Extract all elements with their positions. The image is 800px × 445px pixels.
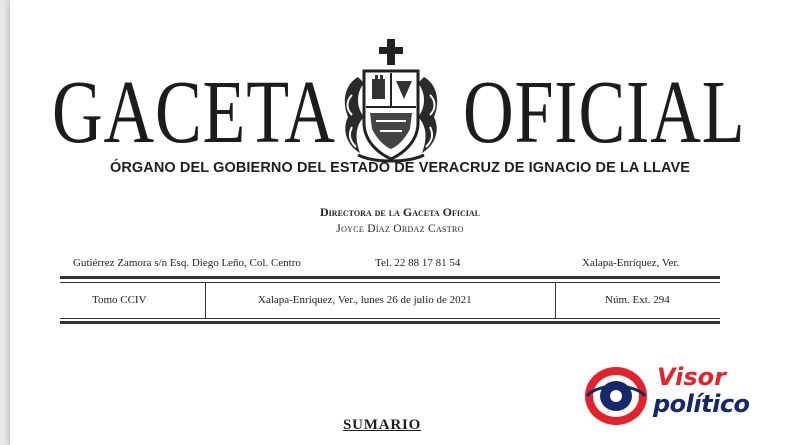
director-name: Joyce Díaz Ordaz Castro: [336, 223, 464, 235]
organ-subtitle: ÓRGANO DEL GOBIERNO DEL ESTADO DE VERACRUZ DE IGNACIO DE LA LLAVE: [109, 160, 691, 176]
title-gaceta: GACETA: [52, 63, 336, 162]
address-text: Gutiérrez Zamora s/n Esq. Diego Leño, Col. Centro: [73, 257, 301, 269]
logo-line-politico: político: [653, 390, 750, 418]
rule-top-thin: [60, 282, 720, 283]
logo-line-visor: Visor: [657, 363, 726, 391]
sumario-heading: SUMARIO: [343, 417, 422, 433]
rule-bottom-thick: [60, 321, 720, 324]
issue-date: Xalapa-Enríquez, Ver., lunes 26 de julio de 2021: [258, 294, 472, 306]
tomo-label: Tomo CCIV: [92, 294, 147, 306]
visor-politico-logo: [583, 363, 773, 429]
title-oficial: OFICIAL: [463, 63, 746, 162]
eye-target-icon: [583, 365, 649, 427]
phone-text: Tel. 22 88 17 81 54: [375, 257, 461, 269]
director-role: Directora de la Gaceta Oficial: [320, 205, 480, 219]
rule-bottom-thin: [60, 318, 720, 319]
city-text: Xalapa-Enríquez, Ver.: [582, 257, 680, 269]
divider-right: [555, 283, 556, 319]
coat-of-arms-icon: [338, 37, 444, 165]
divider-left: [205, 283, 206, 319]
rule-top-thick: [60, 276, 720, 279]
issue-number: Núm. Ext. 294: [605, 294, 670, 306]
